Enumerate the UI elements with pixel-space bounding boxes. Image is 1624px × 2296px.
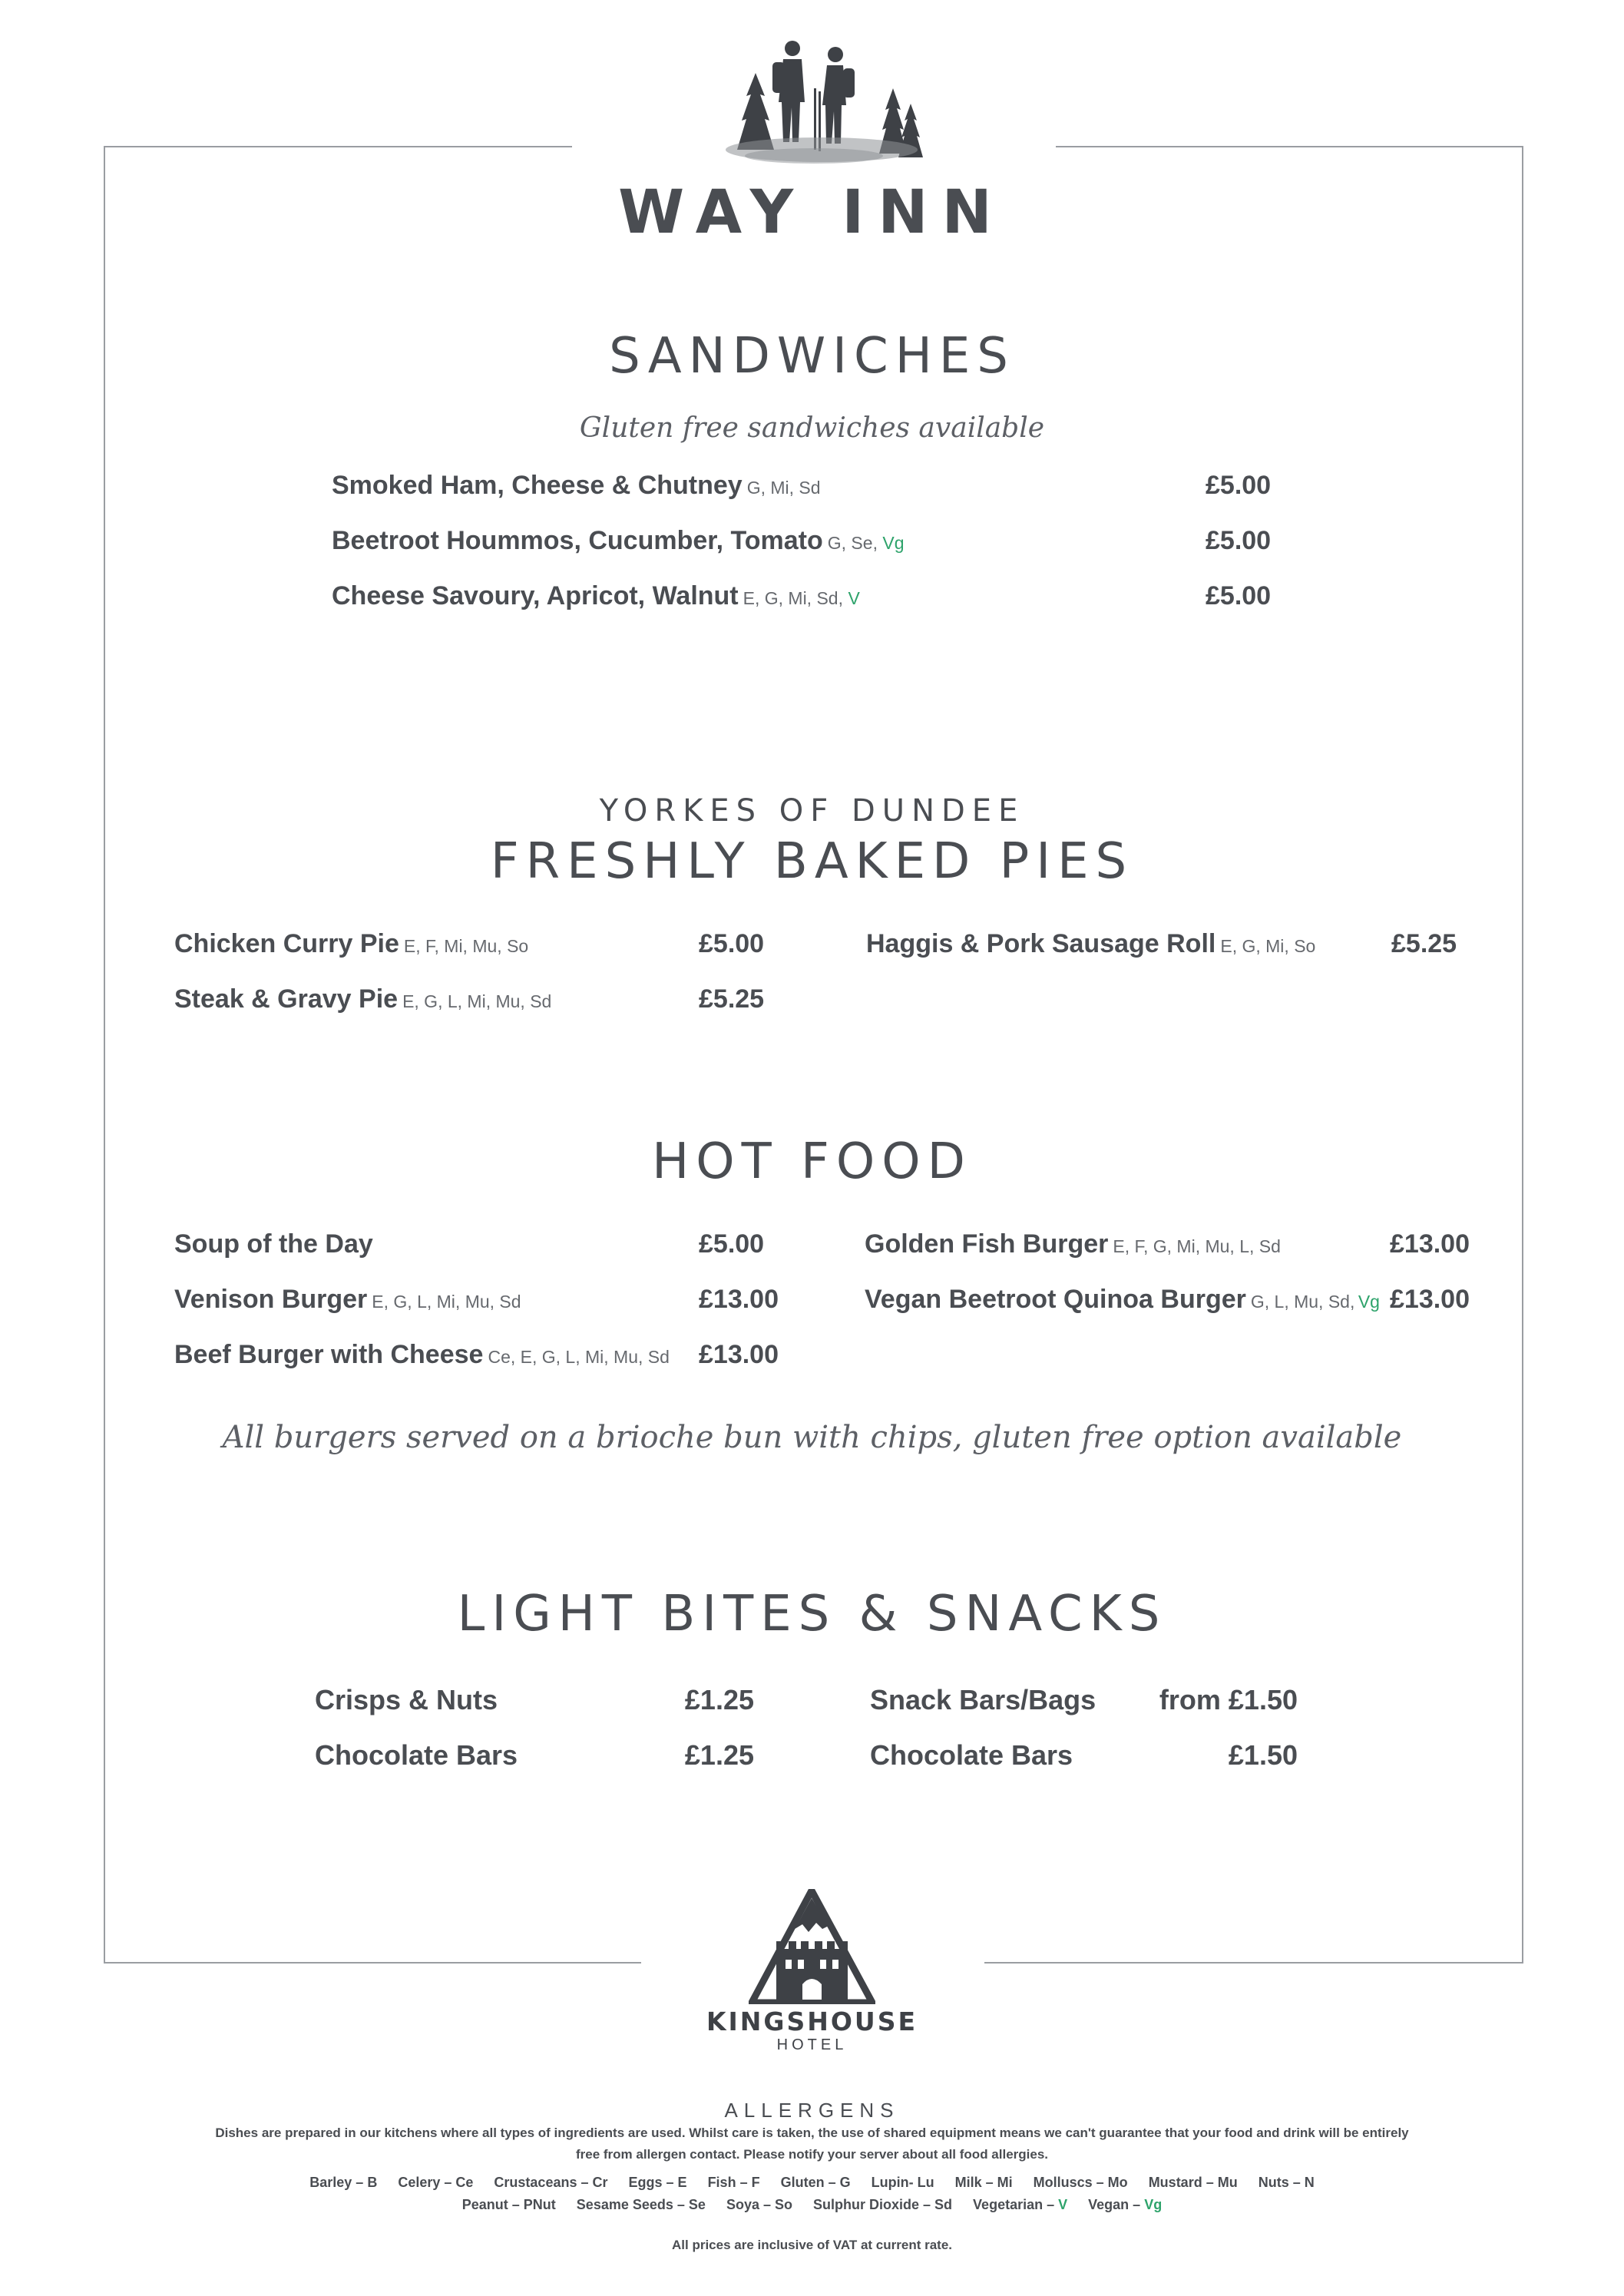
allergen-codes: G, Se,	[827, 533, 878, 553]
sandwich-item	[332, 528, 905, 554]
frame-top-left	[104, 146, 572, 147]
allergen-key: Lupin- Lu	[871, 2175, 934, 2190]
allergen-key: Nuts – N	[1258, 2175, 1315, 2190]
pie-item	[866, 931, 1315, 957]
light-bites-title: LIGHT BITES & SNACKS	[457, 1586, 1167, 1643]
item-price: £13.00	[1390, 1285, 1470, 1314]
snack-name: Chocolate Bars	[315, 1739, 518, 1771]
brand-title: WAY INN	[618, 178, 1006, 247]
allergen-key: Eggs – E	[628, 2175, 687, 2190]
item-price: £5.25	[1391, 929, 1457, 958]
item-price: £5.00	[1206, 581, 1272, 610]
allergen-key: Milk – Mi	[954, 2175, 1013, 2190]
item-name: Steak & Gravy Pie	[174, 984, 399, 1014]
allergen-codes: E, G, Mi, So	[1220, 936, 1316, 956]
hot-food-item	[865, 1231, 1281, 1257]
vegan-key-label: Vegan –	[1088, 2197, 1141, 2212]
kingshouse-castle-icon	[749, 1889, 875, 2004]
item-price: £5.00	[1206, 471, 1272, 500]
hot-food-item	[174, 1286, 521, 1312]
vegan-badge: Vg	[1358, 1292, 1380, 1312]
allergen-key: Sulphur Dioxide – Sd	[813, 2197, 953, 2212]
item-price: £5.00	[699, 929, 765, 958]
frame-bottom-right	[984, 1962, 1523, 1964]
burger-note: All burgers served on a brioche bun with chips, gluten free option available	[222, 1420, 1402, 1455]
item-name: Smoked Ham, Cheese & Chutney	[332, 471, 743, 500]
item-name: Cheese Savoury, Apricot, Walnut	[332, 581, 739, 610]
hotel-name: KINGSHOUSE	[706, 2007, 918, 2036]
allergen-key: Fish – F	[707, 2175, 760, 2190]
item-price: £5.25	[699, 984, 765, 1014]
hot-food-item	[174, 1231, 373, 1257]
item-name: Soup of the Day	[174, 1229, 373, 1259]
sandwiches-title: SANDWICHES	[609, 328, 1015, 385]
snack-name: Crisps & Nuts	[315, 1684, 498, 1715]
snack-name: Snack Bars/Bags	[870, 1684, 1096, 1715]
snack-name: Chocolate Bars	[870, 1739, 1073, 1771]
item-price: £13.00	[699, 1340, 779, 1369]
allergens-heading: ALLERGENS	[724, 2099, 900, 2122]
item-name: Beetroot Hoummos, Cucumber, Tomato	[332, 526, 823, 555]
allergen-key: Mustard – Mu	[1148, 2175, 1238, 2190]
hot-food-item	[174, 1342, 670, 1368]
hot-food-item	[865, 1286, 1380, 1312]
hot-food-title: HOT FOOD	[652, 1133, 972, 1190]
pies-kicker: YORKES OF DUNDEE	[599, 793, 1025, 829]
vegetarian-badge: V	[848, 588, 860, 608]
item-price: £5.00	[1206, 526, 1272, 555]
vegan-key-code: Vg	[1144, 2197, 1163, 2212]
sandwich-item	[332, 583, 860, 609]
allergen-codes: E, F, Mi, Mu, So	[403, 936, 529, 956]
snack-price: from £1.50	[1159, 1684, 1298, 1715]
allergen-codes: E, G, Mi, Sd,	[743, 588, 843, 608]
snack-price: £1.50	[1228, 1739, 1298, 1771]
vegan-key	[1088, 2197, 1162, 2212]
allergen-key: Barley – B	[309, 2175, 378, 2190]
allergen-key-row	[0, 2197, 1624, 2213]
allergen-disclaimer-line1: Dishes are prepared in our kitchens where all types of ingredients are used. Whilst care is taken, the use of shared equipment means we can't guarantee that your food and drink will be entirely	[215, 2126, 1409, 2140]
allergen-key: Soya – So	[726, 2197, 792, 2212]
allergen-codes: E, G, L, Mi, Mu, Sd	[372, 1292, 521, 1312]
allergen-codes: G, L, Mu, Sd,	[1250, 1292, 1355, 1312]
vegetarian-key-label: Vegetarian –	[973, 2197, 1055, 2212]
item-name: Vegan Beetroot Quinoa Burger	[865, 1285, 1246, 1314]
item-price: £13.00	[1390, 1229, 1470, 1259]
item-price: £5.00	[699, 1229, 765, 1259]
item-name: Golden Fish Burger	[865, 1229, 1109, 1259]
snack-price: £1.25	[684, 1739, 754, 1771]
allergen-key: Gluten – G	[780, 2175, 851, 2190]
hotel-subtitle: HOTEL	[776, 2036, 848, 2053]
frame-bottom-left	[104, 1962, 641, 1964]
item-name: Chicken Curry Pie	[174, 929, 399, 958]
pies-title: FRESHLY BAKED PIES	[490, 833, 1134, 890]
hikers-logo-icon	[706, 35, 929, 173]
vegan-badge: Vg	[882, 533, 905, 553]
allergen-key: Celery – Ce	[398, 2175, 474, 2190]
pie-item	[174, 931, 528, 957]
pie-item	[174, 986, 551, 1012]
item-name: Beef Burger with Cheese	[174, 1340, 484, 1369]
allergen-codes: Ce, E, G, L, Mi, Mu, Sd	[488, 1347, 670, 1367]
allergen-codes: E, F, G, Mi, Mu, L, Sd	[1113, 1236, 1281, 1256]
allergen-codes: G, Mi, Sd	[746, 478, 821, 498]
allergen-key: Peanut – PNut	[461, 2197, 556, 2212]
item-name: Venison Burger	[174, 1285, 368, 1314]
snack-price: £1.25	[684, 1684, 754, 1715]
frame-top-right	[1056, 146, 1523, 147]
allergen-key-row	[0, 2175, 1624, 2191]
allergen-key: Crustaceans – Cr	[494, 2175, 608, 2190]
allergen-codes: E, G, L, Mi, Mu, Sd	[402, 991, 552, 1011]
sandwich-item	[332, 472, 821, 498]
vegetarian-key-code: V	[1058, 2197, 1068, 2212]
item-name: Haggis & Pork Sausage Roll	[866, 929, 1216, 958]
allergen-key: Sesame Seeds – Se	[576, 2197, 706, 2212]
sandwiches-note: Gluten free sandwiches available	[579, 412, 1045, 444]
allergen-disclaimer-line2: free from allergen contact. Please notify your server about all food allergies.	[575, 2147, 1049, 2162]
vat-note: All prices are inclusive of VAT at current rate.	[672, 2238, 952, 2252]
item-price: £13.00	[699, 1285, 779, 1314]
allergen-key: Molluscs – Mo	[1033, 2175, 1128, 2190]
vegetarian-key	[973, 2197, 1067, 2212]
